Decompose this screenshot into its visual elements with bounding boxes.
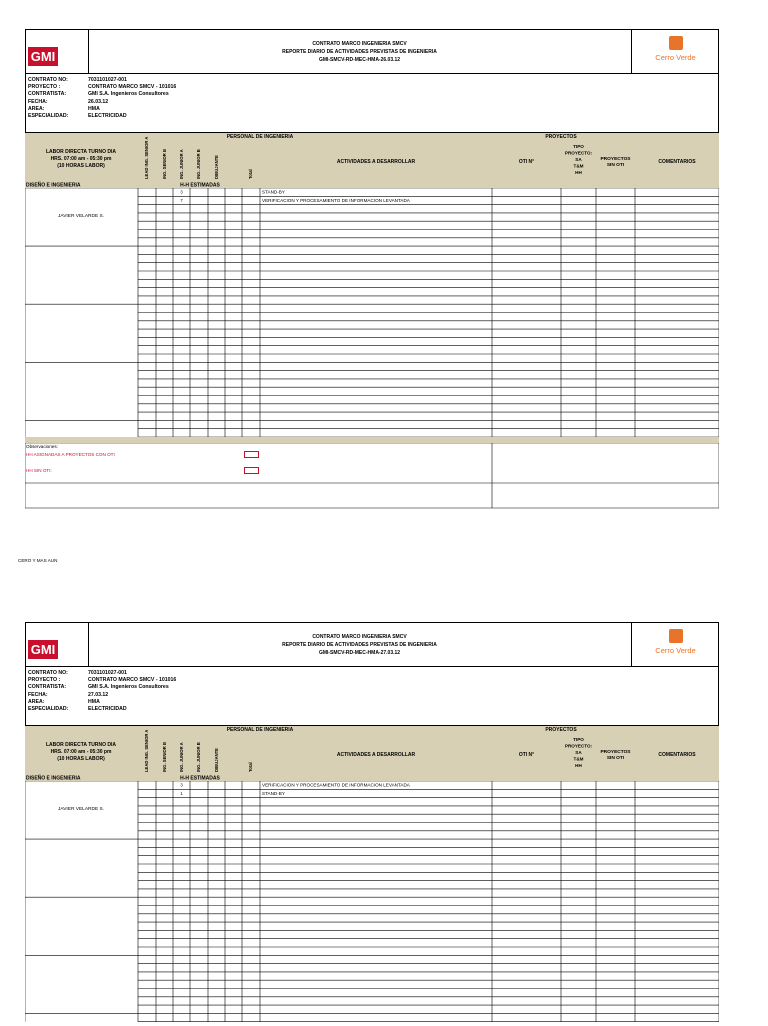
cerro-verde-name: Cerro Verde: [655, 646, 696, 655]
engineer-name: JAVIER VELARDE S.: [57, 807, 105, 813]
info-value: 7031101027-001: [88, 77, 127, 83]
info-value: GMI S.A. Ingenieros Consultores: [88, 91, 169, 98]
hh-sin-oti-label: HH SIN OTI:: [26, 468, 52, 473]
report-sheet-2: [25, 622, 719, 813]
contract-info: [25, 667, 719, 726]
cerro-verde-logo: [633, 623, 718, 666]
info-key: CONTRATISTA:: [28, 684, 67, 691]
personal-header: PERSONAL DE INGENIERIA: [226, 133, 294, 140]
subheader-band: [25, 775, 719, 781]
tipo-header: PROYECTO:: [564, 150, 593, 156]
activity-hours: 3: [180, 782, 183, 788]
hh-estimadas-label: H-H ESTIMADAS: [180, 775, 220, 782]
diseno-label: DISEÑO E INGENIERIA: [26, 775, 81, 782]
info-value: 26.03.12: [88, 98, 109, 105]
total-band: [25, 437, 719, 443]
role-header: Total: [248, 169, 253, 179]
personal-header: PERSONAL DE INGENIERIA: [226, 726, 294, 733]
cerro-verde-name: Cerro Verde: [655, 53, 696, 62]
labor-note: (10 HORAS LABOR): [57, 756, 105, 762]
section-header-band: [25, 133, 719, 139]
cerro-verde-mark-icon: [669, 36, 683, 50]
cerro-verde-mark-icon: [669, 629, 683, 643]
info-row: [28, 99, 718, 106]
activity-text: VERIFICACION Y PROCESAMIENTO DE INFORMACION LEVANTADA: [262, 782, 410, 788]
info-row: [28, 106, 718, 113]
info-key: AREA:: [28, 698, 45, 705]
tipo-header: HH: [575, 170, 582, 175]
gmi-logo-text: GMI: [28, 47, 58, 66]
tipo-header: HH: [575, 763, 582, 768]
contract-info: [25, 74, 719, 133]
info-value: GMI S.A. Ingenieros Consultores: [88, 684, 169, 691]
tipo-header: PROYECTO:: [564, 743, 593, 749]
footer-note: CERO Y MAS AUN: [18, 558, 58, 563]
comentarios-header: COMENTARIOS: [658, 752, 696, 758]
role-header: DIBUJANTE: [214, 155, 219, 179]
info-value: 7031101027-001: [88, 670, 127, 676]
report-title: [88, 30, 632, 73]
info-row: [28, 77, 718, 84]
title-line: GMI-SMCV-RD-MEC-HMA-26.03.12: [318, 57, 401, 63]
observations-label: Observaciones:: [26, 444, 58, 449]
sin-oti-header: SIN OTI: [606, 163, 625, 168]
info-row: [28, 706, 718, 713]
activity-hours: 1: [180, 790, 183, 796]
sin-oti-header: PROYECTOS: [600, 157, 631, 162]
labor-header: LABOR DIRECTA TURNO DIA: [46, 742, 116, 748]
role-header: ING. SENIOR B: [162, 148, 167, 179]
report-sheet-1: [25, 29, 719, 473]
labor-hours: HRS. 07:00 am - 05:30 pm: [50, 156, 112, 162]
info-key: FECHA:: [28, 98, 48, 105]
diseno-label: DISEÑO E INGENIERIA: [26, 182, 81, 189]
tipo-header: TIPO: [573, 737, 584, 742]
title-line: REPORTE DIARIO DE ACTIVIDADES PREVISTAS DE INGENIERIA: [282, 642, 437, 648]
info-value: CONTRATO MARCO SMCV - 101016: [88, 84, 177, 91]
info-row: [28, 699, 718, 706]
activities-table: [25, 726, 719, 1026]
tipo-header: SA: [575, 750, 582, 755]
info-row: [28, 670, 718, 677]
tipo-header: T&M: [573, 163, 584, 169]
role-header: LEAD ING. SENIOR A: [144, 729, 149, 772]
info-key: PROYECTO :: [28, 677, 61, 684]
role-header: LEAD ING. SENIOR A: [144, 136, 149, 179]
section-header-band: [25, 726, 719, 732]
role-header: ING. JUNIOR B: [196, 149, 201, 179]
info-key: PROYECTO :: [28, 84, 61, 91]
info-row: [28, 677, 718, 684]
info-value: ELECTRICIDAD: [88, 113, 127, 120]
info-row: [28, 113, 718, 120]
info-row: [28, 91, 718, 98]
subheader-band: [25, 182, 719, 188]
title-line: GMI-SMCV-RD-MEC-HMA-27.03.12: [318, 650, 401, 656]
info-row: [28, 684, 718, 691]
info-row: [28, 692, 718, 699]
labor-hours: HRS. 07:00 am - 05:30 pm: [50, 749, 112, 755]
tipo-header: SA: [575, 157, 582, 162]
activity-text: VERIFICACION Y PROCESAMIENTO DE INFORMACION LEVANTADA: [262, 197, 410, 203]
title-line: CONTRATO MARCO INGENIERIA SMCV: [312, 634, 407, 640]
activity-text: STAND-BY: [262, 189, 285, 195]
tipo-header: T&M: [573, 756, 584, 762]
role-header: Total: [248, 762, 253, 772]
role-header: ING. JUNIOR B: [196, 742, 201, 772]
hh-con-oti-label: HH ASIGNADAS A PROYECTOS CON OTI: [26, 452, 115, 457]
engineer-name: JAVIER VELARDE S.: [57, 214, 105, 220]
comentarios-header: COMENTARIOS: [658, 159, 696, 165]
info-row: [28, 84, 718, 91]
title-line: REPORTE DIARIO DE ACTIVIDADES PREVISTAS DE INGENIERIA: [282, 49, 437, 55]
role-header: ING. JUNIOR A: [179, 742, 184, 772]
info-value: CONTRATO MARCO SMCV - 101016: [88, 677, 177, 684]
oti-header: OTI N°: [518, 752, 535, 758]
info-key: CONTRATISTA:: [28, 91, 67, 98]
info-key: ESPECIALIDAD:: [28, 113, 69, 120]
info-key: ESPECIALIDAD:: [28, 706, 69, 713]
title-line: CONTRATO MARCO INGENIERIA SMCV: [312, 41, 407, 47]
info-key: CONTRATO NO:: [28, 670, 68, 676]
hh-estimadas-label: H-H ESTIMADAS: [180, 182, 220, 189]
report-title: [88, 623, 632, 666]
role-header: DIBUJANTE: [214, 748, 219, 772]
hh-sin-oti-field[interactable]: [244, 467, 259, 474]
gmi-logo-text: GMI: [28, 640, 58, 659]
gmi-logo: [26, 30, 89, 73]
info-key: CONTRATO NO:: [28, 77, 68, 83]
sin-oti-header: SIN OTI: [606, 756, 625, 761]
oti-header: OTI N°: [518, 159, 535, 165]
activities-table: [25, 133, 719, 509]
cerro-verde-logo: [633, 30, 718, 73]
info-value: ELECTRICIDAD: [88, 706, 127, 713]
report-header: [25, 622, 719, 667]
hh-con-oti-field[interactable]: [244, 451, 259, 458]
role-header: ING. JUNIOR A: [179, 149, 184, 179]
info-key: FECHA:: [28, 691, 48, 698]
tipo-header: TIPO: [573, 144, 584, 149]
info-value: HMA: [88, 698, 100, 705]
activity-hours: 7: [180, 197, 183, 203]
gmi-logo: [26, 623, 89, 666]
actividades-header: ACTIVIDADES A DESARROLLAR: [336, 752, 416, 758]
labor-header: LABOR DIRECTA TURNO DIA: [46, 149, 116, 155]
role-header: ING. SENIOR B: [162, 741, 167, 772]
sin-oti-header: PROYECTOS: [600, 750, 631, 755]
info-value: HMA: [88, 105, 100, 112]
labor-note: (10 HORAS LABOR): [57, 163, 105, 169]
proyectos-header: PROYECTOS: [545, 726, 577, 733]
info-key: AREA:: [28, 105, 45, 112]
actividades-header: ACTIVIDADES A DESARROLLAR: [336, 159, 416, 165]
activity-text: STAND-BY: [262, 790, 285, 796]
activity-hours: 3: [180, 189, 183, 195]
info-value: 27.03.12: [88, 691, 109, 698]
report-header: [25, 29, 719, 74]
proyectos-header: PROYECTOS: [545, 133, 577, 140]
